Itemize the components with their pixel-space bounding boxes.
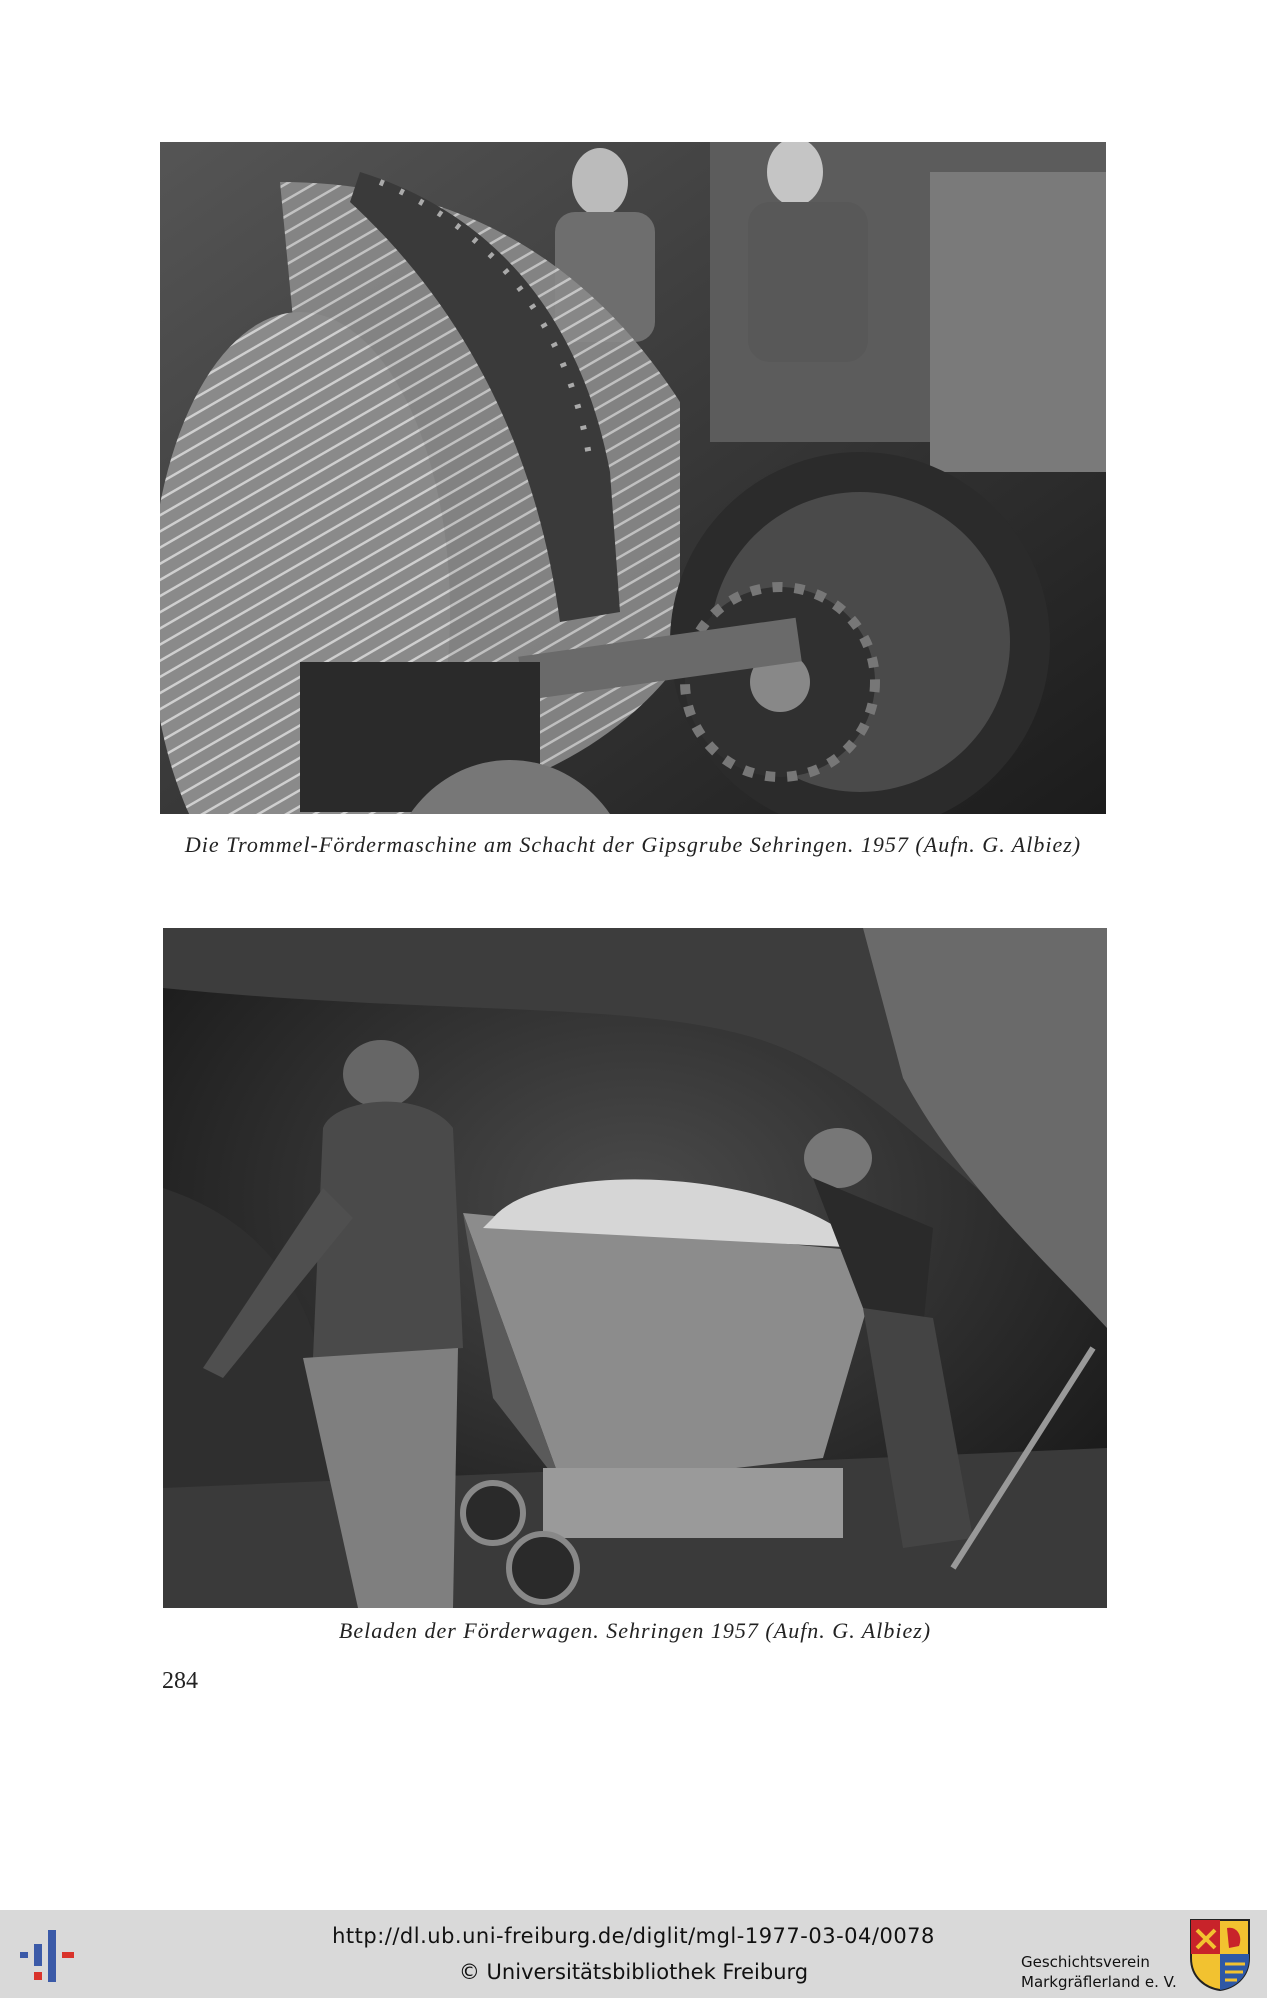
- photo-loading-carts: [163, 928, 1107, 1608]
- footer-bar: [0, 1910, 1267, 1998]
- page-number: 284: [162, 1668, 198, 1694]
- footer-url[interactable]: http://dl.ub.uni-freiburg.de/diglit/mgl-1977-03-04/0078: [332, 1924, 935, 1948]
- society-name: [1021, 1952, 1177, 1992]
- society-name-line1: Geschichtsverein: [1021, 1953, 1150, 1971]
- society-crest-icon: [1189, 1918, 1251, 1992]
- photo1-caption: Die Trommel-Fördermaschine am Schacht der Gipsgrube Sehringen. 1957 (Aufn. G. Albiez): [184, 832, 1082, 857]
- photo-winding-machine: [160, 142, 1106, 814]
- society-name-line2: Markgräflerland e. V.: [1021, 1973, 1177, 1991]
- photo2-caption: Beladen der Förderwagen. Sehringen 1957 (Aufn. G. Albiez): [338, 1618, 932, 1643]
- footer-copyright: © Universitätsbibliothek Freiburg: [458, 1960, 809, 1984]
